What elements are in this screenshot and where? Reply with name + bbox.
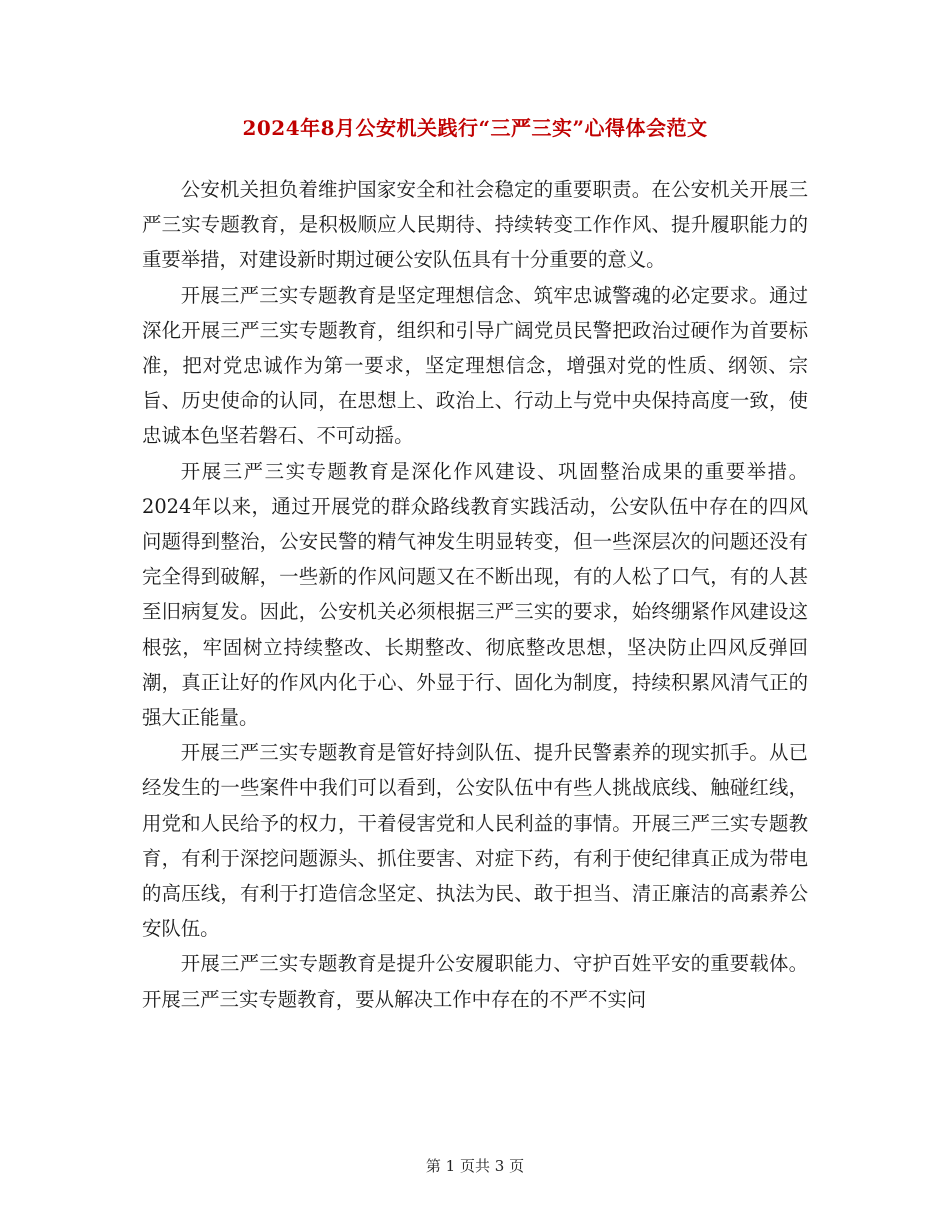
page-number-footer: 第 1 页共 3 页: [425, 1157, 525, 1175]
paragraph-4: 开展三严三实专题教育是管好持剑队伍、提升民警素养的现实抓手。从已经发生的一些案件中我们可以看到，公安队伍中有些人挑战底线、触碰红线，用党和人民给予的权力，干着侵害党和人民利益的事情。开展三严三实专题教育，有利于深挖问题源头、抓住要害、对症下药，有利于使纪律真正成为带电的高压线，有利于打造信念坚定、执法为民、敢于担当、清正廉洁的高素养公安队伍。: [142, 741, 808, 941]
document-title: 2024年8月公安机关践行“三严三实”心得体会范文: [242, 116, 708, 140]
paragraph-3: 开展三严三实专题教育是深化作风建设、巩固整治成果的重要举措。2024年以来，通过开展党的群众路线教育实践活动，公安队伍中存在的四风问题得到整治，公安民警的精气神发生明显转变，但一些深层次的问题还没有完全得到破解，一些新的作风问题又在不断出现，有的人松了口气，有的人甚至旧病复发。因此，公安机关必须根据三严三实的要求，始终绷紧作风建设这根弦，牢固树立持续整改、长期整改、彻底整改思想，坚决防止四风反弹回潮，真正让好的作风内化于心、外显于行、固化为制度，持续积累风清气正的强大正能量。: [142, 459, 808, 730]
document-body: [142, 172, 808, 1017]
paragraph-5: 开展三严三实专题教育是提升公安履职能力、守护百姓平安的重要载体。开展三严三实专题教育，要从解决工作中存在的不严不实问: [142, 952, 808, 1011]
paragraph-2: 开展三严三实专题教育是坚定理想信念、筑牢忠诚警魂的必定要求。通过深化开展三严三实专题教育，组织和引导广阔党员民警把政治过硬作为首要标准，把对党忠诚作为第一要求，坚定理想信念，增强对党的性质、纲领、宗旨、历史使命的认同，在思想上、政治上、行动上与党中央保持高度一致，使忠诚本色坚若磐石、不可动摇。: [142, 283, 808, 448]
paragraph-1: 公安机关担负着维护国家安全和社会稳定的重要职责。在公安机关开展三严三实专题教育，是积极顺应人民期待、持续转变工作作风、提升履职能力的重要举措，对建设新时期过硬公安队伍具有十分重要的意义。: [142, 178, 808, 272]
